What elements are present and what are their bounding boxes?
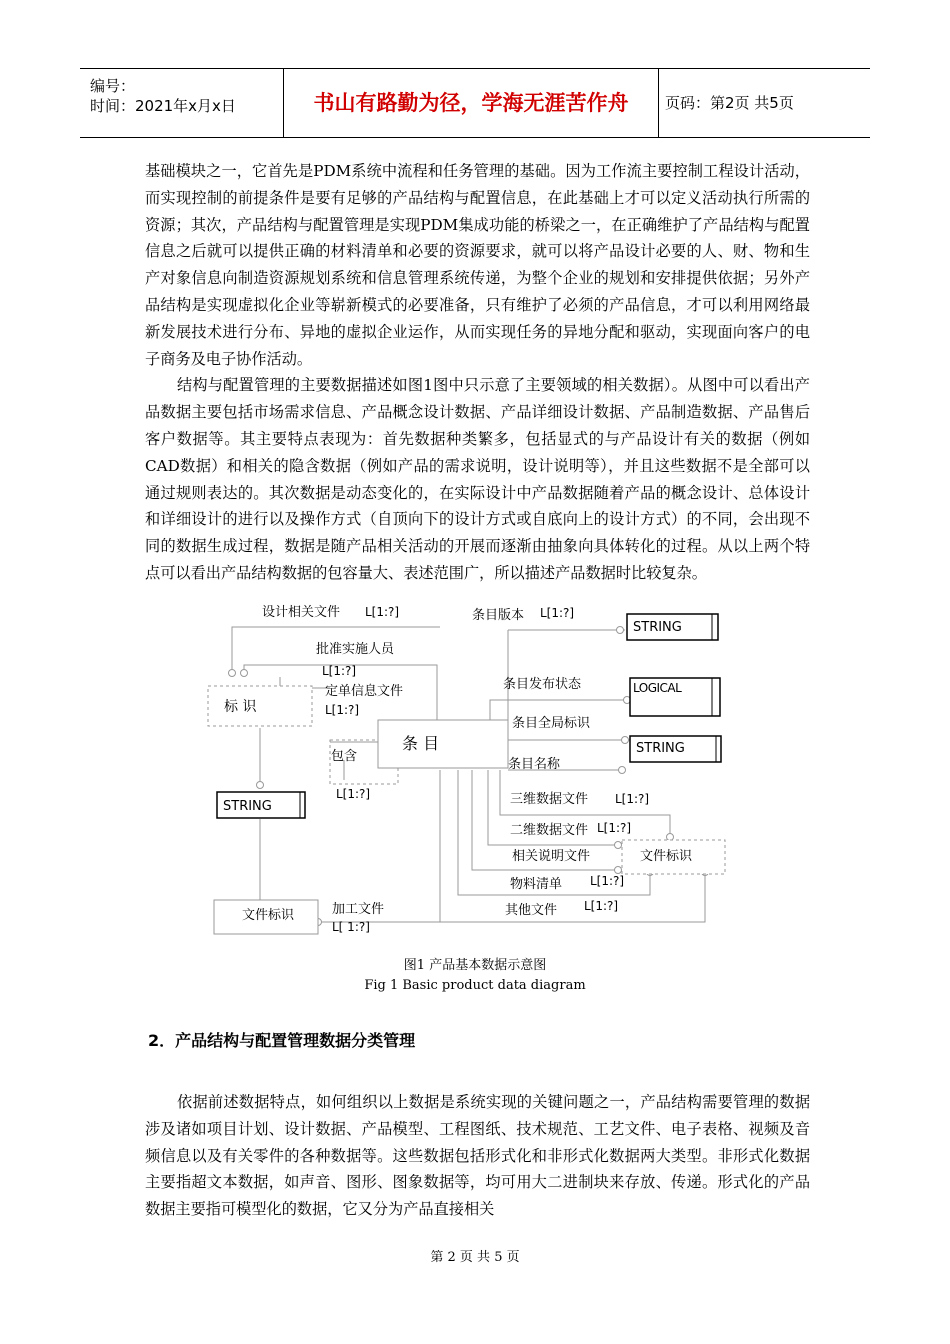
design-files-label: 设计相关文件 xyxy=(262,605,341,620)
two-d-card: L[1:?] xyxy=(597,821,632,835)
processing-files-label: 加工文件 xyxy=(332,902,385,917)
three-d-card: L[1:?] xyxy=(615,792,650,806)
section-heading: 2．产品结构与配置管理数据分类管理 xyxy=(148,1031,416,1050)
string-left-label: STRING xyxy=(223,799,272,814)
section-paragraph: 依据前述数据特点，如何组织以上数据是系统实现的关键问题之一，产品结构需要管理的数据涉及诸如项目计划、设计数据、产品模型、工程图纸、技术规范、工艺文件、电子表格、视频及音频信息以及有关零件的各种数据等。这些数据包括形式化和非形式化数据两大类型。非形式化数据主要指超文本数据，如声音、图形、图象数据等，均可用大二进制块来存放、传递。形式化的产品数据主要指可模型化的数据，它又分为产品直接相关 xyxy=(145,1093,810,1219)
section-text xyxy=(145,1089,810,1223)
contains-card: L[1:?] xyxy=(336,787,371,801)
version-label: 条目版本 xyxy=(472,608,525,623)
two-d-label: 二维数据文件 xyxy=(510,823,589,838)
item-name-label: 条目名称 xyxy=(508,757,561,772)
paragraph-2: 结构与配置管理的主要数据描述如图1图中只示意了主要领域的相关数据）。从图中可以看出产品数据主要包括市场需求信息、产品概念设计数据、产品详细设计数据、产品制造数据、产品售后客户数据等。其主要特点表现为：首先数据种类繁多，包括显式的与产品设计有关的数据（例如CAD数据）和相关的隐含数据（例如产品的需求说明，设计说明等），并且这些数据不是全部可以通过规则表达的。其次数据是动态变化的，在实际设计中产品数据随着产品的概念设计、总体设计和详细设计的进行以及操作方式（自顶向下的设计方式或自底向上的设计方式）的不同，会出现不同的数据生成过程，数据是随产品相关活动的开展而逐渐由抽象向具体转化的过程。从以上两个特点可以看出产品结构数据的包容量大、表述范围广，所以描述产品数据时比较复杂。 xyxy=(145,376,810,582)
identity-label: 标 识 xyxy=(224,699,257,715)
version-card: L[1:?] xyxy=(540,606,575,620)
page-footer: 第 2 页 共 5 页 xyxy=(430,1250,520,1265)
related-docs-label: 相关说明文件 xyxy=(512,849,591,864)
release-status-label: 条目发布状态 xyxy=(503,677,582,692)
bom-card: L[1:?] xyxy=(590,874,625,888)
global-id-label: 条目全局标识 xyxy=(512,716,591,731)
string-global-label: STRING xyxy=(636,741,685,756)
header-number: 编号： xyxy=(90,77,136,95)
contains-label: 包含 xyxy=(331,749,358,764)
bom-label: 物料清单 xyxy=(510,877,563,892)
other-files-card: L[1:?] xyxy=(584,899,619,913)
logical-label: LOGICAL xyxy=(633,681,682,695)
item-label: 条 目 xyxy=(402,734,440,753)
header-page-info: 页码：第2页 共5页 xyxy=(665,94,794,112)
header-time: 时间：2021年x月x日 xyxy=(90,97,236,115)
header-motto: 书山有路勤为径，学海无涯苦作舟 xyxy=(284,69,659,137)
string-version-label: STRING xyxy=(633,620,682,635)
other-files-label: 其他文件 xyxy=(505,903,558,918)
order-info-card: L[1:?] xyxy=(325,703,360,717)
approver-label: 批准实施人员 xyxy=(316,642,395,657)
approver-card: L[1:?] xyxy=(322,664,357,678)
processing-files-card: L[ 1:?] xyxy=(332,920,370,934)
figure-caption-en: Fig 1 Basic product data diagram xyxy=(364,978,586,993)
figure-caption-cn: 图1 产品基本数据示意图 xyxy=(403,958,547,973)
three-d-label: 三维数据文件 xyxy=(510,792,589,807)
file-id-right-label: 文件标识 xyxy=(640,849,693,864)
design-files-card: L[1:?] xyxy=(365,605,400,619)
item-box xyxy=(378,720,508,768)
order-info-label: 定单信息文件 xyxy=(325,684,404,699)
paragraph-1: 基础模块之一，它首先是PDM系统中流程和任务管理的基础。因为工作流主要控制工程设计活动，而实现控制的前提条件是要有足够的产品结构与配置信息，在此基础上才可以定义活动执行所需的资源；其次，产品结构与配置管理是实现PDM集成功能的桥梁之一，在正确维护了产品结构与配置信息之后就可以提供正确的材料清单和必要的资源要求，就可以将产品设计必要的人、财、物和生产对象信息向制造资源规划系统和信息管理系统传递，为整个企业的规划和安排提供依据；另外产品结构是实现虚拟化企业等崭新模式的必要准备，只有维护了必须的产品信息，才可以利用网络最新发展技术进行分布、异地的虚拟企业运作，从而实现任务的异地分配和驱动，实现面向客户的电子商务及电子协作活动。 xyxy=(145,162,810,368)
file-id-left-label: 文件标识 xyxy=(242,908,295,923)
